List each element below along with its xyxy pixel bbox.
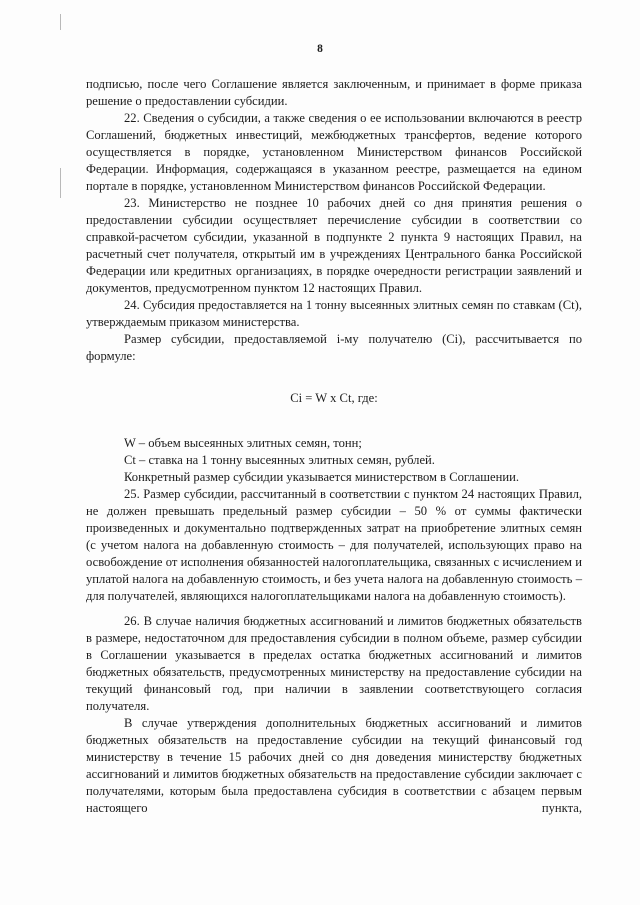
definition-w: W – объем высеянных элитных семян, тонн; xyxy=(124,436,362,450)
definition-ct: Ct – ставка на 1 тонну высеянных элитных семян, рублей. xyxy=(124,453,435,467)
paragraph-23: 23. Министерство не позднее 10 рабочих дней со дня принятия решения о предоставлении субсидии осуществляет перечисление субсидии в соответствии со справкой-расчетом субсидии, указанной в подпункте 2 пункта 9 настоящих Правил, на расчетный счет получателя, открытый им в учреждениях Центрального банка Российской Федерации или кредитных организациях, в порядке очередности регистрации заявлений и документов, предусмотренном пунктом 12 настоящих Правил. xyxy=(86,196,582,295)
margin-scan-mark xyxy=(60,168,61,198)
paragraph-22: 22. Сведения о субсидии, а также сведения о ее использовании включаются в реестр Соглашений, бюджетных инвестиций, межбюджетных трансфертов, ведение которого осуществляется в порядке, установленном Министерством финансов Российской Федерации. Информация, содержащаяся в указанном реестре, размещается на едином портале в порядке, установленном Министерством финансов Российской Федерации. xyxy=(86,111,582,193)
paragraph-26: 26. В случае наличия бюджетных ассигнований и лимитов бюджетных обязательств в размере, недостаточном для предоставления субсидии в полном объеме, размер субсидии в Соглашении указывается в пределах остатка бюджетных ассигнований и лимитов бюджетных обязательств, предусмотренных министерству на предоставление субсидии на текущий финансовый год, при наличии в заявлении соответствующего согласия получателя. xyxy=(86,614,582,713)
paragraph-24: 24. Субсидия предоставляется на 1 тонну высеянных элитных семян по ставкам (Ct), утверждаемым приказом министерства. xyxy=(86,298,582,329)
formula: Ci = W x Ct, где: xyxy=(290,391,378,405)
paragraph-25: 25. Размер субсидии, рассчитанный в соответствии с пунктом 24 настоящих Правил, не должен превышать предельный размер субсидии – 50 % от суммы фактически произведенных и документально подтвержденных затрат на приобретение элитных семян (с учетом налога на добавленную стоимость – для получателей, использующих право на освобождение от исполнения обязанностей налогоплательщика, связанных с исчислением и уплатой налога на добавленную стоимость, и без учета налога на добавленную стоимость – для получателей, являющихся налогоплательщиками налога на добавленную стоимость). xyxy=(86,487,582,603)
page-number: 8 xyxy=(317,43,323,55)
paragraph-specific-amount: Конкретный размер субсидии указывается министерством в Соглашении. xyxy=(124,470,519,484)
paragraph-formula-intro: Размер субсидии, предоставляемой i-му получателю (Ci), рассчитывается по формуле: xyxy=(86,332,582,363)
margin-scan-mark xyxy=(60,14,61,30)
paragraph-26-additional: В случае утверждения дополнительных бюджетных ассигнований и лимитов бюджетных обязательств на предоставление субсидии на текущий финансовый год министерству в течение 15 рабочих дней со дня доведения министерству бюджетных ассигнований и лимитов бюджетных обязательств на предоставление субсидии заключает с получателями, которым была предоставлена субсидия в соответствии с абзацем первым настоящего пункта, xyxy=(86,716,582,815)
paragraph-continuation: подписью, после чего Соглашение является заключенным, и принимает в форме приказа решение о предоставлении субсидии. xyxy=(86,77,582,108)
document-body xyxy=(86,76,582,817)
